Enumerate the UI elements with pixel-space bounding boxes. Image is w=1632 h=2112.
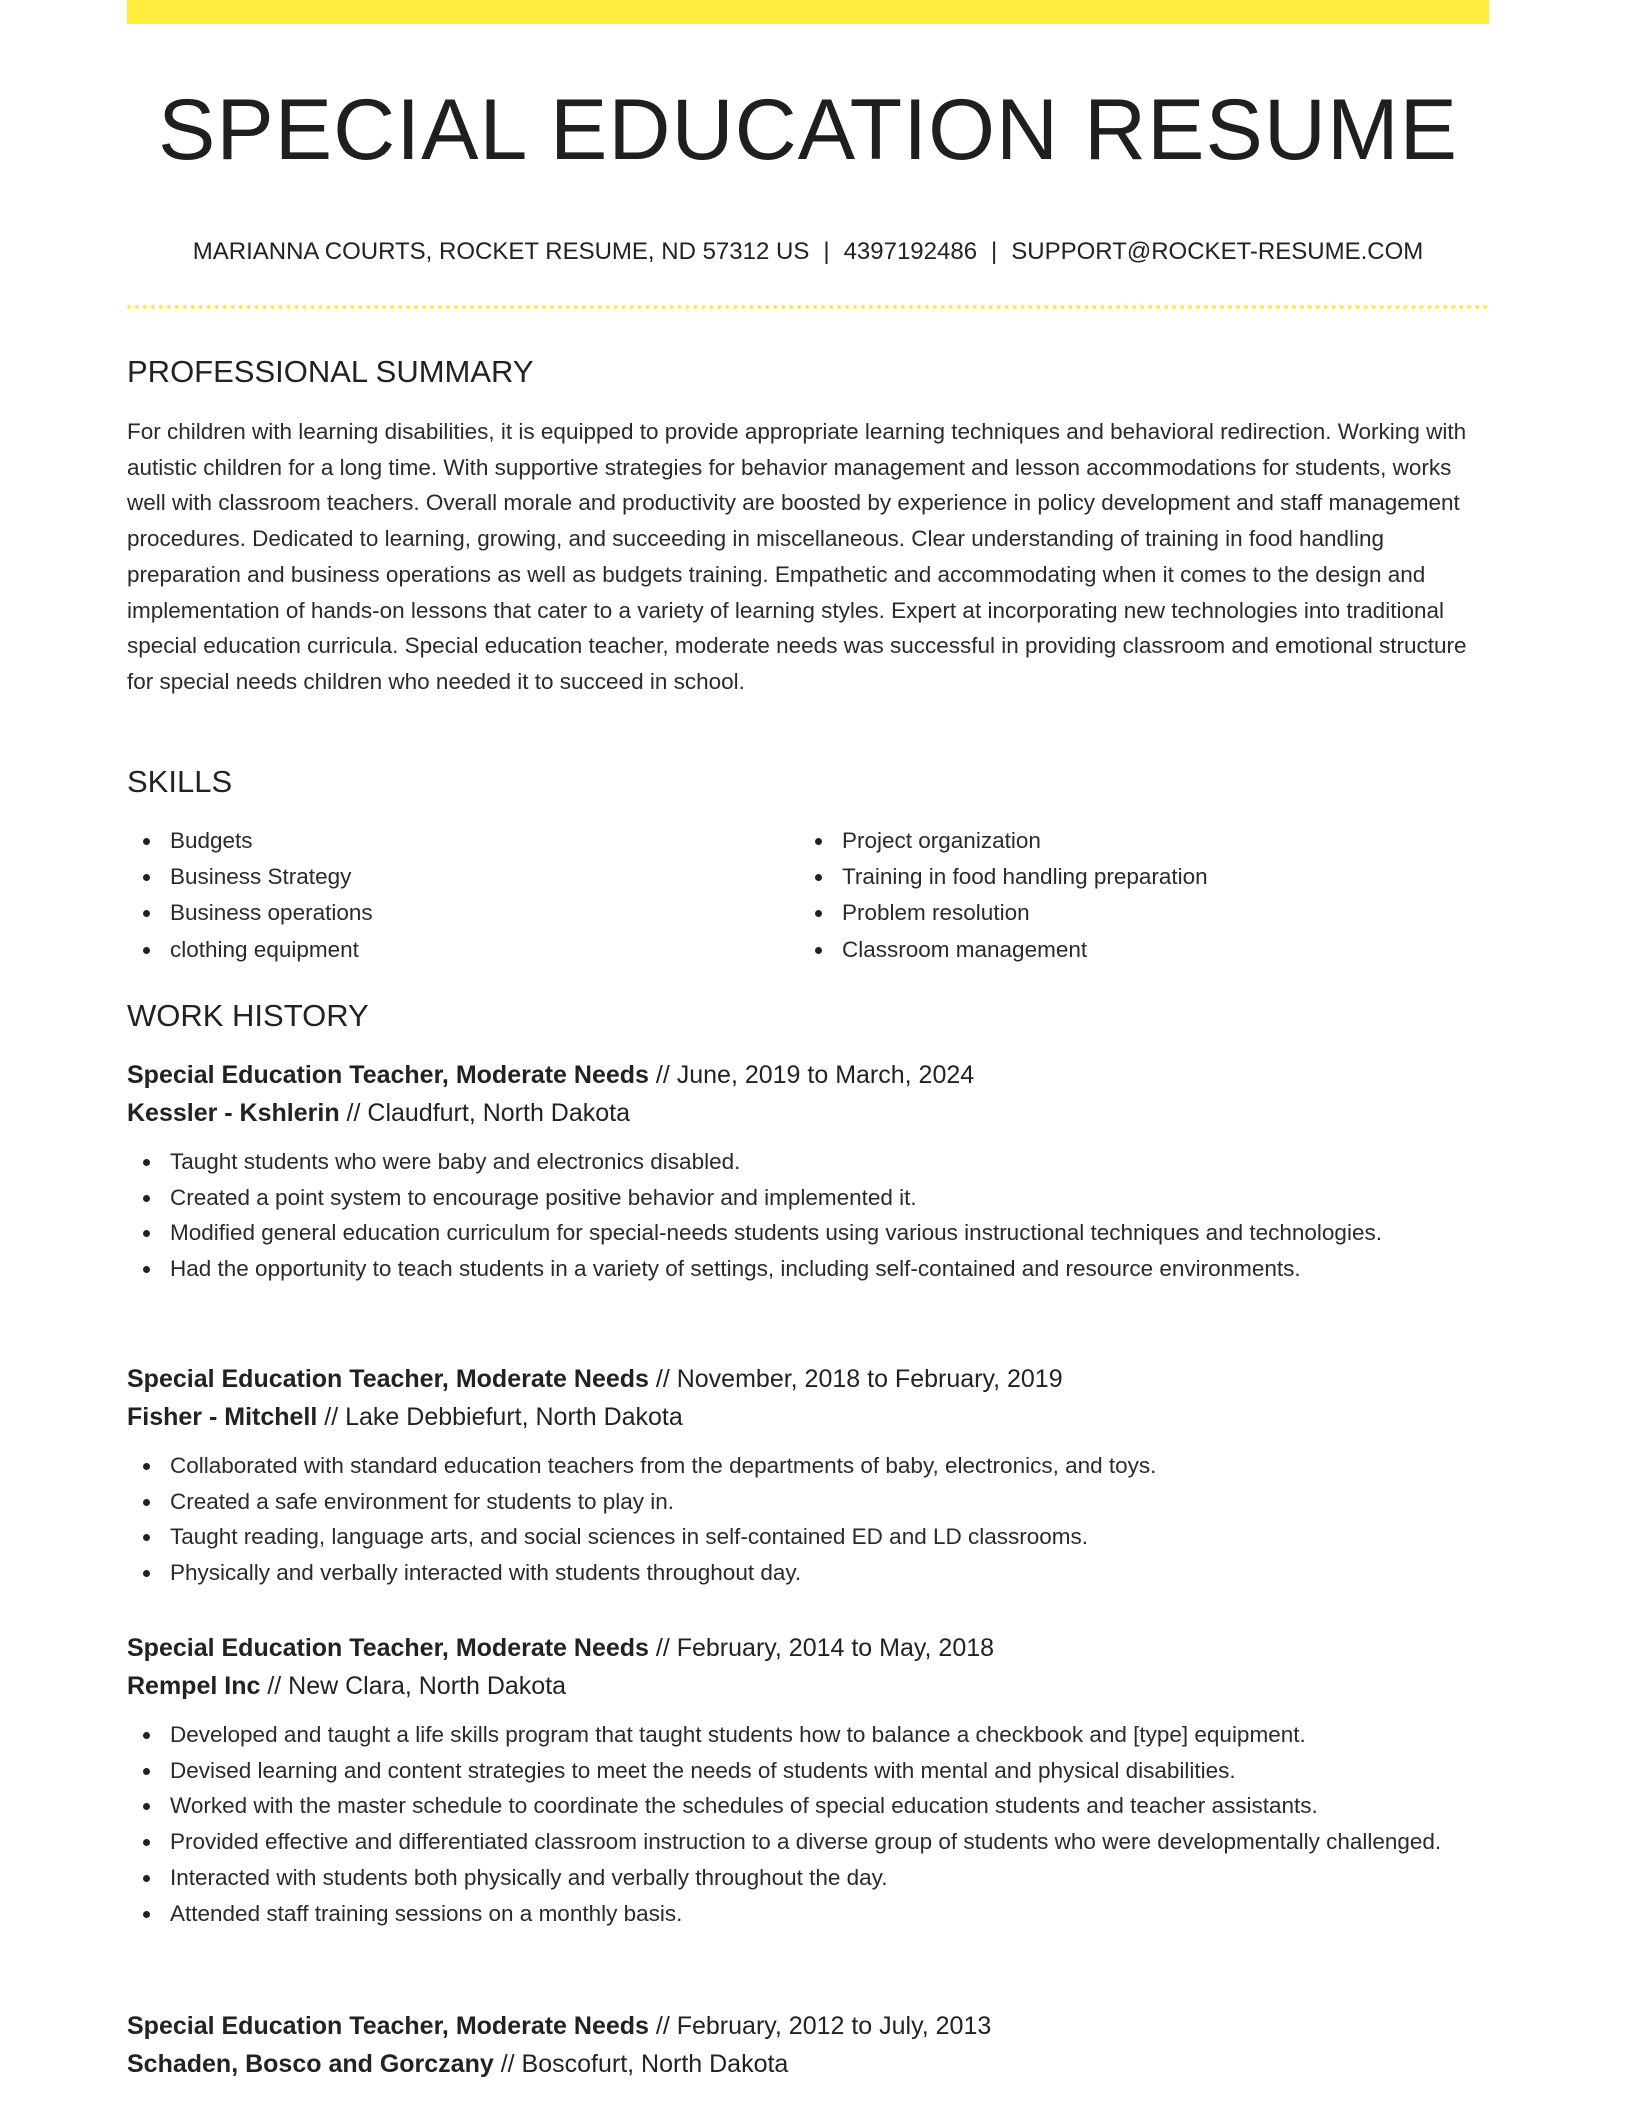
job-bullet: Created a point system to encourage positive behavior and implemented it.	[127, 1180, 1489, 1216]
job-bullet: Provided effective and differentiated classroom instruction to a diverse group of students who were developmentally challenged.	[127, 1824, 1489, 1860]
job-dates: // February, 2012 to July, 2013	[655, 2012, 992, 2040]
top-accent-bar	[127, 0, 1489, 24]
job-location: // Lake Debbiefurt, North Dakota	[324, 1403, 683, 1431]
job-company-line	[127, 1398, 1489, 1436]
dotted-divider	[127, 305, 1489, 309]
contact-separator: |	[991, 238, 998, 265]
job-company: Kessler - Kshlerin	[127, 1099, 340, 1127]
job-entry	[127, 1360, 1489, 1591]
job-bullet: Physically and verbally interacted with students throughout day.	[127, 1555, 1489, 1591]
resume-title: SPECIAL EDUCATION RESUME	[158, 82, 1458, 178]
skill-item: Project organization	[799, 823, 1489, 859]
job-bullet: Taught students who were baby and electronics disabled.	[127, 1144, 1489, 1180]
contact-line	[127, 236, 1489, 268]
job-dates: // November, 2018 to February, 2019	[655, 1365, 1063, 1393]
job-company-line	[127, 2045, 1489, 2083]
job-bullet: Worked with the master schedule to coordinate the schedules of special education students and teacher assistants.	[127, 1788, 1489, 1824]
contact-address: MARIANNA COURTS, ROCKET RESUME, ND 57312 US	[192, 238, 810, 265]
skill-item: Budgets	[127, 823, 767, 859]
job-title-line	[127, 1360, 1489, 1398]
job-bullet: Taught reading, language arts, and social sciences in self-contained ED and LD classrooms.	[127, 1519, 1489, 1555]
skills-list-left	[127, 823, 767, 968]
job-bullet: Devised learning and content strategies to meet the needs of students with mental and physical disabilities.	[127, 1753, 1489, 1789]
job-dates: // February, 2014 to May, 2018	[655, 1634, 995, 1662]
skill-item: Classroom management	[799, 932, 1489, 968]
job-location: // Claudfurt, North Dakota	[346, 1099, 631, 1127]
job-company-line	[127, 1094, 1489, 1132]
job-bullets	[127, 1448, 1489, 1591]
job-bullet: Attended staff training sessions on a monthly basis.	[127, 1896, 1489, 1932]
job-bullet: Collaborated with standard education teachers from the departments of baby, electronics, and toys.	[127, 1448, 1489, 1484]
skill-item: clothing equipment	[127, 932, 767, 968]
job-bullet: Had the opportunity to teach students in a variety of settings, including self-contained and resource environments.	[127, 1251, 1489, 1287]
skills-heading: SKILLS	[127, 764, 233, 799]
contact-phone: 4397192486	[843, 238, 978, 265]
job-entry	[127, 1056, 1489, 1287]
skill-item: Training in food handling preparation	[799, 859, 1489, 895]
skill-item: Business Strategy	[127, 859, 767, 895]
job-title-line	[127, 1056, 1489, 1094]
contact-separator: |	[823, 238, 830, 265]
job-bullet: Created a safe environment for students to play in.	[127, 1484, 1489, 1520]
job-title: Special Education Teacher, Moderate Needs	[127, 2012, 649, 2040]
summary-heading: PROFESSIONAL SUMMARY	[127, 354, 534, 389]
summary-text: For children with learning disabilities, it is equipped to provide appropriate learning techniques and behavioral redirection. Working with autistic children for a long time. With supportive strategies for behavior management and lesson accommodations for students, works well with classroom teachers. Overall morale and productivity are boosted by experience in policy development and staff management procedures. Dedicated to learning, growing, and succeeding in miscellaneous. Clear understanding of training in food handling preparation and business operations as well as budgets training. Empathetic and accommodating when it comes to the design and implementation of hands-on lessons that cater to a variety of learning styles. Expert at incorporating new technologies into traditional special education curricula. Special education teacher, moderate needs was successful in providing classroom and emotional structure for special needs children who needed it to succeed in school.	[127, 419, 1467, 694]
skills-list-right	[799, 823, 1489, 968]
work-history-heading: WORK HISTORY	[127, 998, 369, 1033]
job-entry	[127, 1629, 1489, 1931]
job-location: // New Clara, North Dakota	[267, 1672, 567, 1700]
job-company-line	[127, 1667, 1489, 1705]
job-company: Schaden, Bosco and Gorczany	[127, 2050, 494, 2078]
job-title: Special Education Teacher, Moderate Needs	[127, 1634, 649, 1662]
job-title-line	[127, 2007, 1489, 2045]
job-entry	[127, 2007, 1489, 2083]
job-bullets	[127, 1717, 1489, 1931]
contact-email: SUPPORT@ROCKET-RESUME.COM	[1011, 238, 1424, 265]
skill-item: Business operations	[127, 895, 767, 931]
job-title: Special Education Teacher, Moderate Needs	[127, 1365, 649, 1393]
job-bullets	[127, 1144, 1489, 1287]
job-location: // Boscofurt, North Dakota	[500, 2050, 789, 2078]
job-title: Special Education Teacher, Moderate Needs	[127, 1061, 649, 1089]
job-bullet: Interacted with students both physically and verbally throughout the day.	[127, 1860, 1489, 1896]
skill-item: Problem resolution	[799, 895, 1489, 931]
job-bullet: Modified general education curriculum for special-needs students using various instructional techniques and technologies.	[127, 1215, 1489, 1251]
job-dates: // June, 2019 to March, 2024	[655, 1061, 975, 1089]
job-bullet: Developed and taught a life skills program that taught students how to balance a checkbook and [type] equipment.	[127, 1717, 1489, 1753]
job-company: Fisher - Mitchell	[127, 1403, 318, 1431]
job-company: Rempel Inc	[127, 1672, 261, 1700]
job-title-line	[127, 1629, 1489, 1667]
